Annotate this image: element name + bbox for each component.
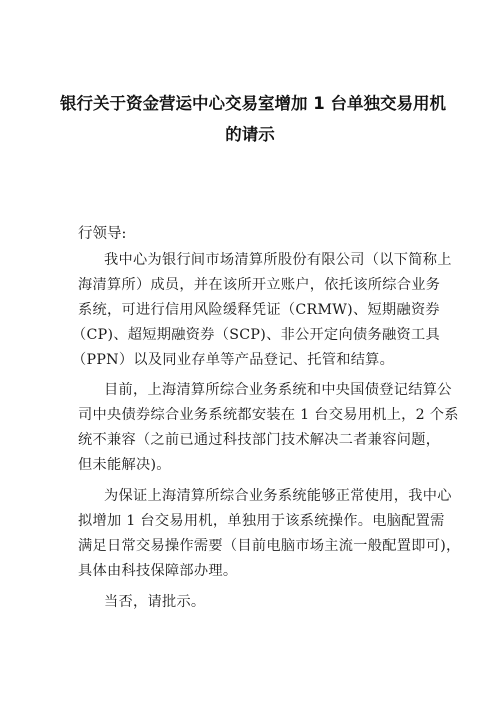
paragraph-2-line-3: 统不兼容（之前已通过科技部门技术解决二者兼容问题， — [78, 432, 441, 448]
paragraph-3-line-3: 满足日常交易操作需要（目前电脑市场主流一般配置即可)， — [78, 538, 461, 554]
paragraph-1-line-2: 海清算所）成员，并在该所开立账户，依托该所综合业务 — [78, 277, 441, 293]
salutation: 行领导: — [78, 226, 127, 242]
paragraph-2-line-1: 目前，上海清算所综合业务系统和中央国债登记结算公 — [104, 382, 452, 398]
paragraph-3-line-4: 具体由科技保障部办理。 — [78, 563, 238, 579]
paragraph-1-line-1: 我中心为银行间市场清算所股份有限公司（以下简称上 — [104, 252, 452, 268]
document-title-line-1: 银行关于资金营运中心交易室增加 1 台单独交易用机 — [60, 94, 446, 113]
paragraph-2-line-2: 司中央债券综合业务系统都安装在 1 台交易用机上，2 个系 — [78, 407, 459, 423]
paragraph-2-line-4: 但未能解决)。 — [78, 457, 171, 473]
document-title-line-2: 的请示 — [225, 125, 275, 144]
paragraph-1-line-5: （PPN）以及同业存单等产品登记、托管和结算。 — [72, 352, 395, 368]
closing-request: 当否，请批示。 — [104, 594, 206, 610]
paragraph-3-line-2: 拟增加 1 台交易用机，单独用于该系统操作。电脑配置需 — [78, 513, 445, 529]
paragraph-3-line-1: 为保证上海清算所综合业务系统能够正常使用，我中心 — [104, 488, 452, 504]
paragraph-1-line-4: （CP)、超短期融资券（SCP)、非公开定向债务融资工具 — [72, 327, 440, 343]
paragraph-1-line-3: 系统，可进行信用风险缓释凭证（CRMW)、短期融资券 — [78, 302, 440, 318]
